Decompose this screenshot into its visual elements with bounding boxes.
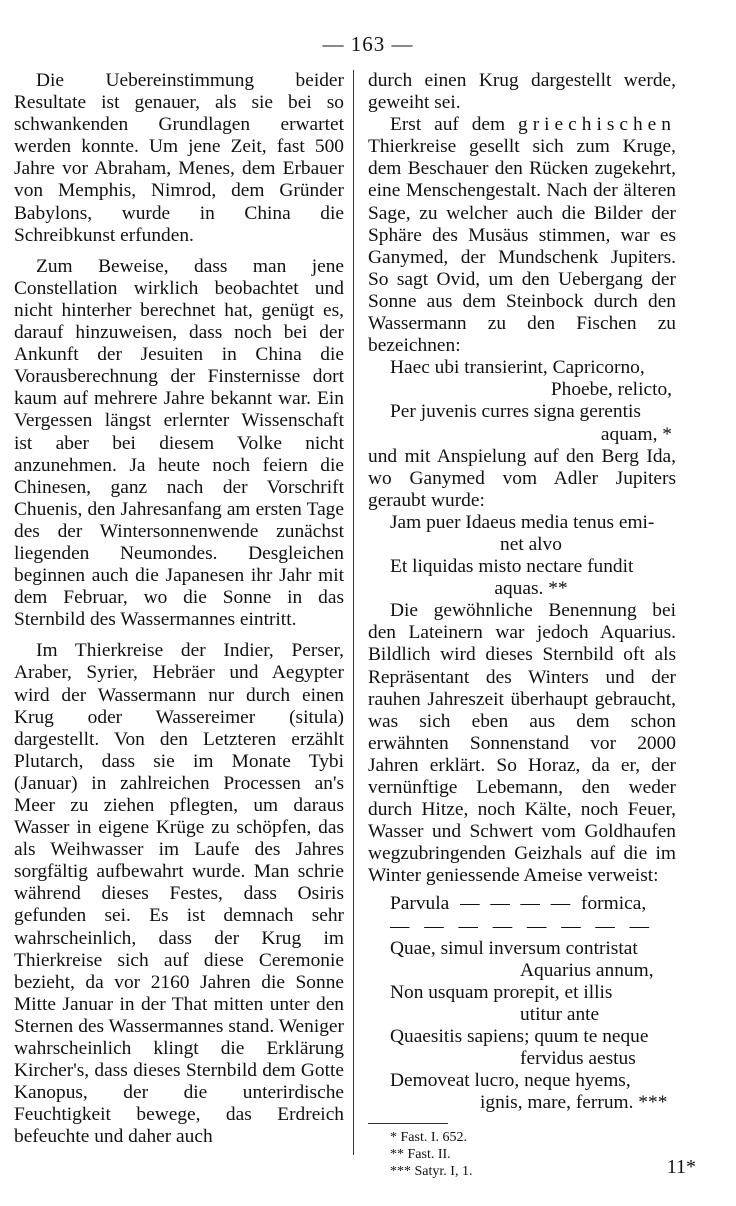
footnotes xyxy=(368,1129,676,1180)
verse-continuation: aquam, * xyxy=(600,423,672,445)
verse-text: Non usquam prorepit, et illis xyxy=(390,981,613,1003)
paragraph: durch einen Krug dargestellt werde, geweiht sei. xyxy=(368,70,676,114)
paragraph: Im Thierkreise der Indier, Perser, Araber, Syrier, Hebräer und Aegypter wird der Wassermann nur durch einen Krug oder Wassereimer (situla) dargestellt. Von den Letzteren erzählt Plutarch, dass sie im Monate Tybi (Januar) in zahlreichen Processen an's Meer zu ziehen pflegten, um daraus Wasser in eigene Krüge zu schöpfen, das als Weihwasser im Laufe des Jahres sorgfältig aufbewahrt wurde. Man schrie während dieses Festes, dass Osiris gefunden sei. Es ist demnach sehr wahrscheinlich, dass der Krug im Thierkreise sich auf diese Ceremonie bezieht, da vor 2160 Jahren die Sonne Mitte Januar in der That mitten unter den Sternen des Wassermannes stand. Weniger wahrscheinlich klingt die Erklärung Kircher's, dass dieses Sternbild dem Gotte Kanopus, der die unterirdische Feuchtigkeit bewege, das Erdreich befeuchte und daher auch xyxy=(14,640,344,1148)
footnote: *** Satyr. I, 1. xyxy=(390,1164,473,1180)
verse-line xyxy=(368,401,676,445)
verse-line xyxy=(368,938,676,982)
verse-line xyxy=(368,1070,676,1114)
verse-line xyxy=(368,893,676,937)
verse-continuation: fervidus aestus xyxy=(520,1048,636,1070)
verse-dashes: — — — — — — — — xyxy=(390,915,650,937)
verse-line xyxy=(368,512,676,556)
verse-text: Parvula — — — — formica, xyxy=(390,893,647,915)
paragraph: Die gewöhnliche Benennung bei den Lateinern war jedoch Aquarius. Bildlich wird dieses Sternbild oft als Repräsentant des Winters und der rauhen Jahreszeit überhaupt gebraucht, was sich eben aus dem schon erwähnten Sonnenstand vor 2000 Jahren erklärt. So Horaz, da er, der vernünftige Lebemann, den weder durch Hitze, noch Kälte, noch Feuer, Wasser und Schwert vom Goldhaufen wegzubringenden Geizhals auf die im Winter geniessende Ameise verweist: xyxy=(368,600,676,887)
verse-text: Et liquidas misto nectare fundit xyxy=(390,556,634,578)
verse-line xyxy=(368,982,676,1026)
emphasized-word: griechischen xyxy=(518,114,676,136)
verse-continuation: utitur ante xyxy=(520,1003,600,1025)
paragraph: Zum Beweise, dass man jene Constellation wirklich beobachtet und nicht hinterher berechnet hat, genügt es, darauf hinzuweisen, dass noch bei der Ankunft der Jesuiten in China die Vorausberechnung der Finsternisse dort kaum auf mehrere Jahre bekannt war. Ein Vergessen längst erlernter Wissenschaft ist aber bei diesem Volke nicht anzunehmen. Ja heute noch feiern die Chinesen, ganz nach der Vorschrift Chuenis, den Jahresanfang am ersten Tage des der Wintersonnenwende zunächst liegenden Neumondes. Desgleichen beginnen auch die Japanesen ihr Jahr mit dem Februar, wo die Sonne in das Sternbild des Wassermannes eintritt. xyxy=(14,255,344,631)
verse-continuation: Aquarius annum, xyxy=(520,959,654,981)
verse-line xyxy=(368,1026,676,1070)
verse-continuation: ignis, mare, ferrum. *** xyxy=(480,1092,668,1114)
verse-continuation: net alvo xyxy=(500,533,562,555)
verse-line xyxy=(368,357,676,401)
verse-line xyxy=(368,556,676,600)
footnote: ** Fast. II. xyxy=(390,1147,451,1163)
paragraph xyxy=(368,114,676,357)
right-column xyxy=(368,70,676,1180)
page-number: — 163 — xyxy=(322,32,414,56)
left-column xyxy=(14,70,344,1149)
footnote-rule xyxy=(368,1123,448,1124)
verse-text: Quaesitis sapiens; quum te neque xyxy=(390,1026,649,1048)
verse-continuation: aquas. ** xyxy=(494,578,568,600)
verse-text: Jam puer Idaeus media tenus emi- xyxy=(390,511,655,533)
verse-text: Per juvenis curres signa gerentis xyxy=(390,401,641,423)
signature-mark: 11* xyxy=(666,1156,696,1178)
verse-continuation: Phoebe, relicto, xyxy=(550,379,672,401)
paragraph: und mit Anspielung auf den Berg Ida, wo Ganymed vom Adler Jupiters geraubt wurde: xyxy=(368,445,676,511)
text-run: Erst auf dem xyxy=(390,114,506,136)
text-run: Thierkreise gesellt sich zum Kruge, dem Beschauer den Rücken zugekehrt, eine Menschengestalt. Nach der älteren Sage, zu welcher auch die Bilder der Sphäre des Musäus stimmen, war es Ganymed, der Mundschenk Jupiters. So sagt Ovid, um den Uebergang der Sonne aus dem Steinbock durch den Wassermann zu den Fischen zu bezeichnen: xyxy=(368,136,676,357)
verse-text: Haec ubi transierint, Capricorno, xyxy=(390,357,645,379)
paragraph: Die Uebereinstimmung beider Resultate ist genauer, als sie bei so schwankenden Grundlagen erwartet werden konnte. Um jene Zeit, fast 500 Jahre vor Abraham, Menes, dem Erbauer von Memphis, Nimrod, dem Gründer Babylons, wurde in China die Schreibkunst erfunden. xyxy=(14,70,344,246)
footnote: * Fast. I. 652. xyxy=(390,1130,467,1146)
verse-text: Quae, simul inversum contristat xyxy=(390,937,638,959)
column-divider xyxy=(353,70,354,1155)
verse-text: Demoveat lucro, neque hyems, xyxy=(390,1070,631,1092)
